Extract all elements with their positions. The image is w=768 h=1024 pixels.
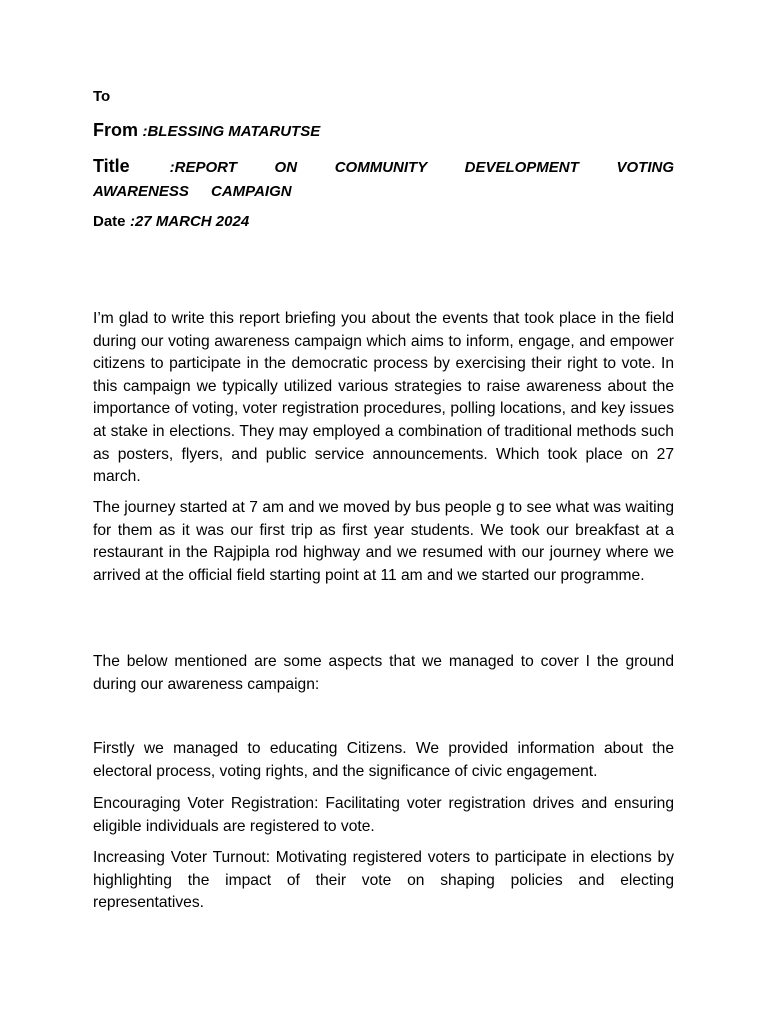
from-value: :BLESSING MATARUTSE — [142, 123, 321, 140]
body-paragraph-aspects: The below mentioned are some aspects that we managed to cover I the ground during our awareness campaign: — [93, 653, 674, 693]
body-paragraph-intro: I’m glad to write this report briefing you about the events that took place in the field during our voting awareness campaign which aims to inform, engage, and empower citizens to participate in the democratic process by exercising their right to vote. In this campaign we typically utilized various strategies to raise awareness about the importance of voting, voter registration procedures, polling locations, and key issues at stake in elections. They may employed a combination of traditional methods such as posters, flyers, and public service announcements. Which took place on 27 march. — [93, 310, 674, 486]
title-value: :REPORT ON COMMUNITY DEVELOPMENT VOTING AWARENESS CAMPAIGN — [93, 159, 674, 200]
body-paragraph-registration: Encouraging Voter Registration: Facilitating voter registration drives and ensuring eligible individuals are registered to vote. — [93, 795, 674, 835]
body-paragraph-journey: The journey started at 7 am and we moved by bus people g to see what was waiting for them as it was our first trip as first year students. We took our breakfast at a restaurant in the Rajpipla rod highway and we resumed with our journey where we arrived at the official field starting point at 11 am and we started our programme. — [93, 499, 674, 584]
body-paragraph-educating: Firstly we managed to educating Citizens. We provided information about the electoral process, voting rights, and the significance of civic engagement. — [93, 740, 674, 780]
to-label: To — [93, 88, 111, 105]
body-paragraph-turnout: Increasing Voter Turnout: Motivating registered voters to participate in elections by highlighting the impact of their vote on shaping policies and electing representatives. — [93, 849, 674, 912]
memo-from-line — [93, 120, 320, 141]
memo-date-line — [93, 213, 249, 231]
from-label: From — [93, 120, 138, 140]
date-label: Date — [93, 213, 126, 230]
memo-title-line — [93, 154, 674, 204]
date-value: :27 MARCH 2024 — [129, 213, 250, 230]
memo-to-line — [93, 88, 110, 106]
title-label: Title — [93, 156, 130, 176]
